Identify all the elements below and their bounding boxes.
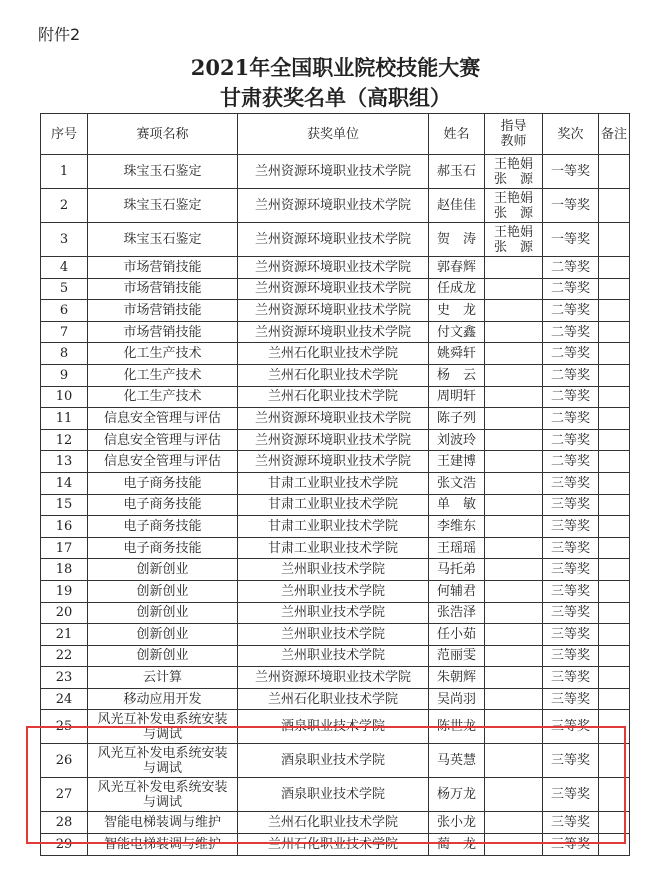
cell-award: 三等奖 [543,710,599,744]
cell-note [599,710,630,744]
cell-unit: 甘肃工业职业技术学院 [238,494,429,516]
cell-event: 电子商务技能 [88,494,238,516]
cell-teacher [485,580,543,602]
cell-event: 珠宝玉石鉴定 [88,155,238,189]
cell-award: 三等奖 [543,559,599,581]
cell-name: 郭春辉 [429,257,485,279]
cell-teacher [485,257,543,279]
table-header-row [41,114,630,155]
cell-teacher [485,834,543,856]
cell-seq: 19 [41,580,88,602]
cell-unit: 甘肃工业职业技术学院 [238,537,429,559]
cell-teacher [485,516,543,538]
cell-event: 市场营销技能 [88,278,238,300]
cell-event: 创新创业 [88,624,238,646]
table-body [41,155,630,856]
cell-seq: 12 [41,429,88,451]
cell-note [599,645,630,667]
cell-seq: 21 [41,624,88,646]
cell-unit: 甘肃工业职业技术学院 [238,516,429,538]
cell-event: 电子商务技能 [88,516,238,538]
header-note: 备注 [599,114,630,155]
cell-seq: 5 [41,278,88,300]
cell-seq: 6 [41,300,88,322]
cell-seq: 20 [41,602,88,624]
cell-name: 杨 云 [429,364,485,386]
cell-award: 三等奖 [543,645,599,667]
cell-name: 陈世龙 [429,710,485,744]
cell-note [599,223,630,257]
cell-teacher: 王艳娟 张 源 [485,155,543,189]
cell-award: 二等奖 [543,343,599,365]
cell-seq: 15 [41,494,88,516]
cell-name: 郝玉石 [429,155,485,189]
table-row [41,257,630,279]
table-row [41,343,630,365]
cell-name: 单 敏 [429,494,485,516]
table-row [41,778,630,812]
cell-name: 张小龙 [429,812,485,834]
cell-award: 二等奖 [543,321,599,343]
cell-award: 三等奖 [543,516,599,538]
award-table [40,113,630,856]
table-row [41,624,630,646]
cell-seq: 22 [41,645,88,667]
cell-unit: 兰州石化职业技术学院 [238,688,429,710]
cell-name: 李维东 [429,516,485,538]
cell-award: 二等奖 [543,257,599,279]
cell-name: 史 龙 [429,300,485,322]
cell-award: 二等奖 [543,364,599,386]
cell-event: 智能电梯装调与维护 [88,812,238,834]
cell-award: 三等奖 [543,624,599,646]
cell-event: 风光互补发电系统安装与调试 [88,778,238,812]
cell-name: 王瑶瑶 [429,537,485,559]
cell-note [599,343,630,365]
cell-note [599,559,630,581]
cell-event: 电子商务技能 [88,537,238,559]
cell-note [599,408,630,430]
cell-unit: 甘肃工业职业技术学院 [238,472,429,494]
cell-event: 风光互补发电系统安装与调试 [88,744,238,778]
cell-note [599,451,630,473]
cell-seq: 26 [41,744,88,778]
cell-seq: 11 [41,408,88,430]
cell-teacher [485,537,543,559]
table-row [41,516,630,538]
table-row [41,688,630,710]
cell-seq: 23 [41,667,88,689]
cell-name: 杨万龙 [429,778,485,812]
cell-award: 一等奖 [543,189,599,223]
cell-event: 创新创业 [88,602,238,624]
table-row [41,559,630,581]
table-row [41,580,630,602]
cell-award: 三等奖 [543,472,599,494]
cell-teacher [485,778,543,812]
cell-note [599,812,630,834]
cell-teacher: 王艳娟 张 源 [485,189,543,223]
cell-seq: 13 [41,451,88,473]
table-row [41,364,630,386]
cell-teacher [485,472,543,494]
cell-award: 三等奖 [543,580,599,602]
cell-unit: 酒泉职业技术学院 [238,744,429,778]
cell-unit: 兰州职业技术学院 [238,559,429,581]
cell-teacher [485,559,543,581]
cell-note [599,778,630,812]
cell-event: 化工生产技术 [88,364,238,386]
cell-event: 市场营销技能 [88,300,238,322]
cell-teacher [485,744,543,778]
cell-award: 三等奖 [543,834,599,856]
cell-seq: 7 [41,321,88,343]
header-seq: 序号 [41,114,88,155]
cell-note [599,688,630,710]
cell-award: 三等奖 [543,494,599,516]
cell-event: 创新创业 [88,559,238,581]
cell-note [599,386,630,408]
cell-name: 任小茹 [429,624,485,646]
cell-teacher [485,624,543,646]
cell-name: 任成龙 [429,278,485,300]
cell-name: 马英慧 [429,744,485,778]
cell-name: 张浩泽 [429,602,485,624]
cell-note [599,744,630,778]
table-row [41,744,630,778]
cell-award: 三等奖 [543,537,599,559]
cell-event: 创新创业 [88,580,238,602]
cell-unit: 兰州职业技术学院 [238,624,429,646]
cell-teacher [485,343,543,365]
table-row [41,812,630,834]
cell-award: 一等奖 [543,223,599,257]
cell-teacher [485,812,543,834]
table-row [41,834,630,856]
cell-note [599,364,630,386]
cell-seq: 24 [41,688,88,710]
cell-event: 珠宝玉石鉴定 [88,223,238,257]
cell-award: 二等奖 [543,278,599,300]
cell-event: 市场营销技能 [88,321,238,343]
cell-teacher [485,321,543,343]
cell-seq: 16 [41,516,88,538]
cell-note [599,537,630,559]
cell-teacher [485,710,543,744]
cell-unit: 兰州资源环境职业技术学院 [238,667,429,689]
cell-name: 姚舜轩 [429,343,485,365]
cell-teacher [485,667,543,689]
cell-award: 三等奖 [543,812,599,834]
cell-note [599,189,630,223]
cell-note [599,667,630,689]
cell-note [599,300,630,322]
header-award: 奖次 [543,114,599,155]
cell-event: 风光互补发电系统安装与调试 [88,710,238,744]
cell-event: 云计算 [88,667,238,689]
cell-note [599,429,630,451]
cell-seq: 18 [41,559,88,581]
table-row [41,300,630,322]
cell-event: 市场营销技能 [88,257,238,279]
cell-award: 三等奖 [543,667,599,689]
cell-teacher [485,278,543,300]
cell-unit: 兰州资源环境职业技术学院 [238,429,429,451]
cell-name: 王建博 [429,451,485,473]
cell-teacher [485,408,543,430]
cell-teacher [485,688,543,710]
cell-event: 信息安全管理与评估 [88,408,238,430]
cell-note [599,278,630,300]
cell-seq: 1 [41,155,88,189]
cell-unit: 兰州资源环境职业技术学院 [238,278,429,300]
cell-unit: 兰州石化职业技术学院 [238,386,429,408]
cell-unit: 兰州资源环境职业技术学院 [238,189,429,223]
cell-award: 三等奖 [543,602,599,624]
cell-seq: 10 [41,386,88,408]
cell-unit: 兰州资源环境职业技术学院 [238,451,429,473]
cell-teacher [485,645,543,667]
header-event: 赛项名称 [88,114,238,155]
cell-note [599,472,630,494]
cell-name: 贺 涛 [429,223,485,257]
cell-seq: 8 [41,343,88,365]
cell-teacher [485,602,543,624]
cell-unit: 酒泉职业技术学院 [238,778,429,812]
cell-unit: 兰州资源环境职业技术学院 [238,300,429,322]
cell-seq: 3 [41,223,88,257]
cell-event: 珠宝玉石鉴定 [88,189,238,223]
cell-teacher [485,429,543,451]
cell-event: 信息安全管理与评估 [88,451,238,473]
table-row [41,278,630,300]
table-row [41,408,630,430]
table-row [41,223,630,257]
cell-seq: 2 [41,189,88,223]
cell-name: 周明轩 [429,386,485,408]
header-name: 姓名 [429,114,485,155]
cell-teacher [485,300,543,322]
table-row [41,386,630,408]
table-row [41,429,630,451]
table-row [41,155,630,189]
cell-award: 三等奖 [543,688,599,710]
cell-award: 二等奖 [543,386,599,408]
cell-note [599,155,630,189]
cell-unit: 兰州职业技术学院 [238,602,429,624]
cell-note [599,257,630,279]
cell-note [599,624,630,646]
document-title: 2021年全国职业院校技能大赛 [190,55,481,80]
cell-seq: 29 [41,834,88,856]
cell-unit: 兰州石化职业技术学院 [238,364,429,386]
cell-unit: 兰州石化职业技术学院 [238,834,429,856]
table-row [41,602,630,624]
cell-event: 移动应用开发 [88,688,238,710]
cell-seq: 27 [41,778,88,812]
cell-unit: 兰州资源环境职业技术学院 [238,155,429,189]
cell-award: 三等奖 [543,778,599,812]
cell-award: 三等奖 [543,744,599,778]
cell-award: 一等奖 [543,155,599,189]
table-row [41,321,630,343]
cell-event: 化工生产技术 [88,343,238,365]
cell-note [599,602,630,624]
cell-note [599,321,630,343]
document-subtitle: 甘肃获奖名单（高职组） [220,85,451,110]
cell-event: 化工生产技术 [88,386,238,408]
cell-award: 二等奖 [543,429,599,451]
cell-unit: 兰州石化职业技术学院 [238,812,429,834]
cell-note [599,494,630,516]
table-row [41,710,630,744]
table-row [41,667,630,689]
cell-seq: 4 [41,257,88,279]
cell-award: 二等奖 [543,300,599,322]
cell-name: 刘波玲 [429,429,485,451]
cell-name: 蔺 龙 [429,834,485,856]
cell-event: 创新创业 [88,645,238,667]
cell-teacher: 王艳娟 张 源 [485,223,543,257]
cell-unit: 酒泉职业技术学院 [238,710,429,744]
cell-name: 范丽雯 [429,645,485,667]
cell-name: 吴尚羽 [429,688,485,710]
cell-note [599,834,630,856]
cell-award: 二等奖 [543,451,599,473]
cell-unit: 兰州石化职业技术学院 [238,343,429,365]
header-unit: 获奖单位 [238,114,429,155]
cell-seq: 17 [41,537,88,559]
table-row [41,645,630,667]
cell-unit: 兰州资源环境职业技术学院 [238,257,429,279]
cell-award: 二等奖 [543,408,599,430]
cell-note [599,580,630,602]
table-row [41,451,630,473]
cell-teacher [485,386,543,408]
cell-name: 张文浩 [429,472,485,494]
table-row [41,472,630,494]
cell-teacher [485,451,543,473]
attachment-label: 附件2 [38,25,81,44]
cell-teacher [485,364,543,386]
cell-unit: 兰州职业技术学院 [238,580,429,602]
table-row [41,189,630,223]
cell-unit: 兰州资源环境职业技术学院 [238,223,429,257]
cell-seq: 28 [41,812,88,834]
cell-name: 赵佳佳 [429,189,485,223]
cell-unit: 兰州资源环境职业技术学院 [238,321,429,343]
cell-name: 朱朝辉 [429,667,485,689]
cell-name: 陈子列 [429,408,485,430]
cell-seq: 25 [41,710,88,744]
cell-name: 马托弟 [429,559,485,581]
header-teacher: 指导教师 [485,114,543,155]
table-row [41,537,630,559]
cell-name: 付文鑫 [429,321,485,343]
cell-name: 何辅君 [429,580,485,602]
cell-event: 信息安全管理与评估 [88,429,238,451]
cell-seq: 9 [41,364,88,386]
cell-event: 智能电梯装调与维护 [88,834,238,856]
cell-seq: 14 [41,472,88,494]
cell-event: 电子商务技能 [88,472,238,494]
cell-unit: 兰州资源环境职业技术学院 [238,408,429,430]
cell-unit: 兰州职业技术学院 [238,645,429,667]
cell-teacher [485,494,543,516]
cell-note [599,516,630,538]
table-row [41,494,630,516]
